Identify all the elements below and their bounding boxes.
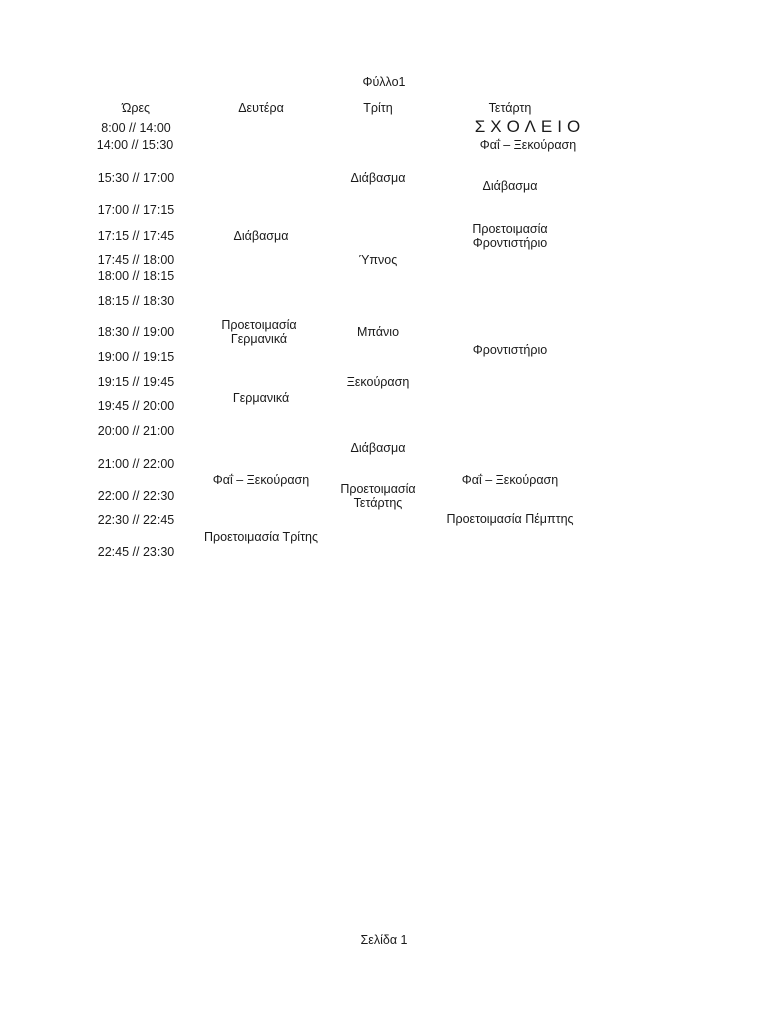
monday-prep-german: [194, 318, 324, 346]
tuesday-bath: Μπάνιο: [356, 325, 400, 339]
wednesday-food-rest-1: Φαΐ – Ξεκούραση: [479, 138, 577, 152]
tuesday-sleep: Ύπνος: [358, 253, 398, 267]
time-cell: 18:15 // 18:30: [97, 294, 175, 308]
header-tuesday: Τρίτη: [363, 101, 393, 115]
header-monday: Δευτέρα: [238, 101, 284, 115]
time-cell: 18:00 // 18:15: [97, 269, 175, 283]
time-cell: 22:30 // 22:45: [97, 513, 175, 527]
time-cell: 17:45 // 18:00: [97, 253, 175, 267]
monday-prep-tuesday: Προετοιμασία Τρίτης: [204, 530, 318, 544]
wednesday-tutoring: Φροντιστήριο: [472, 343, 548, 357]
wednesday-prep-tutoring: [445, 222, 575, 250]
header-wednesday: Τετάρτη: [488, 101, 532, 115]
monday-german: Γερμανικά: [232, 391, 290, 405]
time-cell: 22:45 // 23:30: [97, 545, 175, 559]
tuesday-prep-wednesday-line1: Προετοιμασία: [340, 482, 416, 496]
time-cell: 20:00 // 21:00: [97, 424, 175, 438]
monday-prep-german-line1: Προετοιμασία: [221, 318, 297, 332]
monday-study: Διάβασμα: [233, 229, 289, 243]
time-cell: 14:00 // 15:30: [96, 138, 174, 152]
tuesday-rest: Ξεκούραση: [346, 375, 410, 389]
header-hours: Ώρες: [121, 101, 151, 115]
tuesday-prep-wednesday: [318, 482, 438, 510]
time-cell: 8:00 // 14:00: [101, 121, 171, 135]
time-cell: 22:00 // 22:30: [97, 489, 175, 503]
time-cell: 21:00 // 22:00: [97, 457, 175, 471]
time-cell: 19:15 // 19:45: [97, 375, 175, 389]
time-cell: 19:45 // 20:00: [97, 399, 175, 413]
time-cell: 17:00 // 17:15: [97, 203, 175, 217]
tuesday-study-1: Διάβασμα: [350, 171, 406, 185]
wednesday-food-rest-2: Φαΐ – Ξεκούραση: [461, 473, 559, 487]
wednesday-study: Διάβασμα: [482, 179, 538, 193]
monday-prep-german-line2: Γερμανικά: [230, 332, 288, 346]
time-cell: 17:15 // 17:45: [97, 229, 175, 243]
time-cell: 19:00 // 19:15: [97, 350, 175, 364]
time-cell: 15:30 // 17:00: [97, 171, 175, 185]
tuesday-prep-wednesday-line2: Τετάρτης: [353, 496, 403, 510]
monday-food-rest: Φαΐ – Ξεκούραση: [212, 473, 310, 487]
time-cell: 18:30 // 19:00: [97, 325, 175, 339]
page-footer: Σελίδα 1: [360, 933, 408, 947]
wednesday-school: ΣΧΟΛΕΙΟ: [474, 117, 586, 136]
wednesday-prep-tutoring-line1: Προετοιμασία: [472, 222, 548, 236]
tuesday-study-2: Διάβασμα: [350, 441, 406, 455]
wednesday-prep-tutoring-line2: Φροντιστήριο: [472, 236, 548, 250]
sheet-title: Φύλλο1: [362, 75, 406, 89]
wednesday-prep-thursday: Προετοιμασία Πέμπτης: [446, 512, 574, 526]
